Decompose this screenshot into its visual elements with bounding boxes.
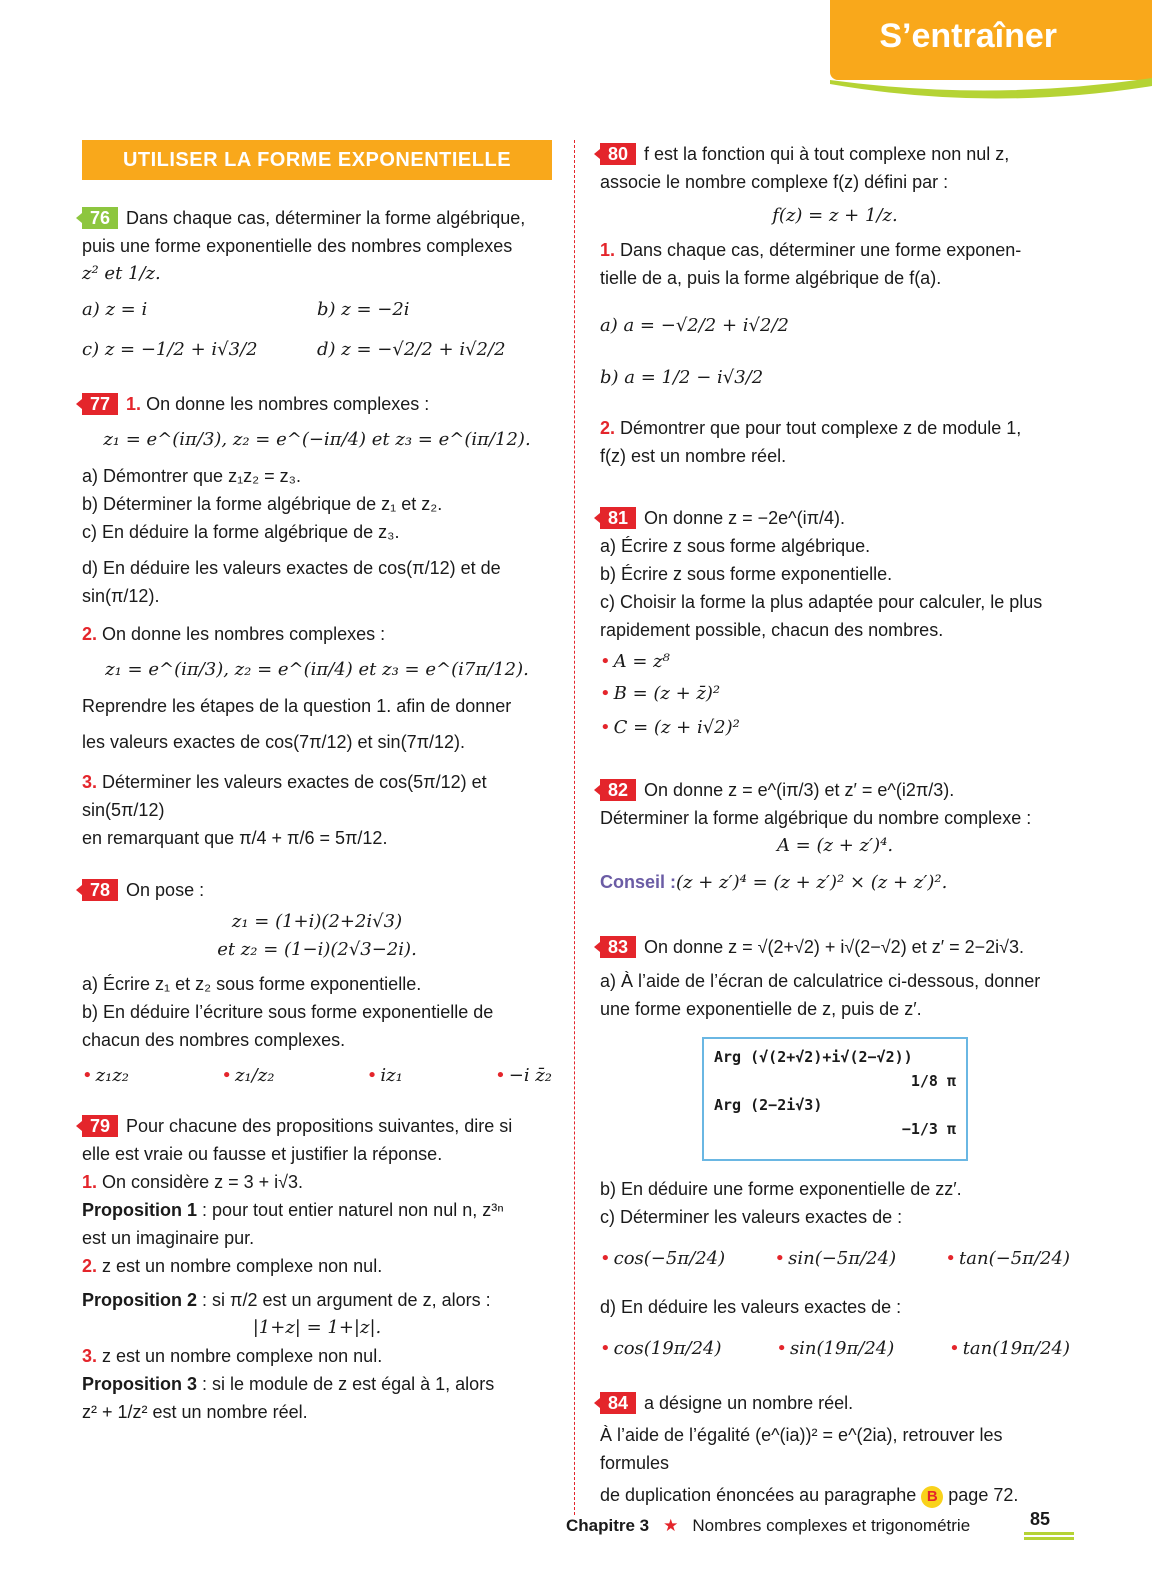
tip-formula: (z + z′)⁴ = (z + z′)² × (z + z′)².	[676, 872, 948, 893]
tip-label: Conseil :	[600, 872, 677, 892]
exercise-number: 82	[600, 779, 636, 801]
column-divider	[574, 140, 575, 1515]
item-b: b) En déduire l’écriture sous forme exponentielle de	[82, 1002, 494, 1022]
exercise-83	[600, 933, 1070, 1363]
exercise-number: 78	[82, 879, 118, 901]
question-number: 2.	[82, 624, 98, 644]
text: : si π/2 est un argument de z, alors :	[202, 1290, 491, 1310]
item-d: d) En déduire les valeurs exactes de :	[600, 1297, 902, 1317]
item-c: c) En déduire la forme algébrique de z₃.	[82, 522, 400, 542]
formula: et z₂ = (1−i)(2√3−2i).	[217, 939, 417, 960]
text: : pour tout entier naturel non nul n, z³ⁿ	[202, 1200, 504, 1220]
header-title: S’entraîner	[879, 17, 1057, 55]
text: À l’aide de l’égalité (e^(ia))² = e^(2ia), retrouver les formules	[600, 1425, 1003, 1473]
exercise-number: 81	[600, 507, 636, 529]
footer-chapter: Chapitre 3	[566, 1516, 650, 1535]
bullet-item: • iz₁	[366, 1065, 403, 1086]
item-a: a) z = i	[82, 299, 148, 320]
item-b: b) Écrire z sous forme exponentielle.	[600, 564, 893, 584]
header-tab	[830, 0, 1152, 80]
item-b-cont: chacun des nombres complexes.	[82, 1030, 346, 1050]
text: Pour chacune des propositions suivantes, dire si	[126, 1116, 513, 1136]
exercise-84	[600, 1389, 1070, 1509]
bullet-item: • tan(19π/24)	[949, 1338, 1070, 1359]
text: On considère z = 3 + i√3.	[102, 1172, 304, 1192]
right-column	[600, 140, 1070, 1525]
bullet-item: • B = (z + z̄)²	[600, 683, 721, 704]
text: f(z) est un nombre réel.	[600, 446, 787, 466]
text: On donne z = −2e^(iπ/4).	[644, 508, 846, 528]
page-number: 85	[1030, 1509, 1051, 1529]
text: On donne z = √(2+√2) + i√(2−√2) et z′ = 2−2i√3.	[644, 937, 1025, 957]
item-b: b) Déterminer la forme algébrique de z₁ et z₂.	[82, 494, 443, 514]
item-d: d) z = −√2/2 + i√2/2	[317, 339, 506, 360]
text: On donne les nombres complexes :	[146, 394, 430, 414]
text: en remarquant que π/4 + π/6 = 5π/12.	[82, 828, 388, 848]
paragraph-badge[interactable]: B	[921, 1486, 943, 1508]
exercise-76	[82, 204, 552, 364]
section-title: UTILISER LA FORME EXPONENTIELLE	[82, 140, 552, 180]
text: Démontrer que pour tout complexe z de module 1,	[620, 418, 1022, 438]
exercise-80: 80 f est la fonction qui à tout complexe non nul z, associe le nombre complexe f(z) défini par : f(z) = z + 1/z. 1. Dans chaque cas, déterminer une forme exponen- tielle de a, puis la forme algébrique de f(a). a) a = −√2/2 + i√2/2 b) a = 1/2 − i√3/2 2. Démontrer que pour tout complexe z de module 1, f(z) est un nombre réel.	[600, 140, 1070, 470]
exercise-81	[600, 504, 1070, 742]
item-c-cont: rapidement possible, chacun des nombres.	[600, 620, 944, 640]
exercise-number: 83	[600, 936, 636, 958]
text: de duplication énoncées au paragraphe	[600, 1485, 917, 1505]
exercise-number: 76	[82, 207, 118, 229]
formula: |1+z| = 1+|z|.	[252, 1317, 382, 1338]
item-b: b) En déduire une forme exponentielle de zz′.	[600, 1179, 962, 1199]
exercise-77	[82, 390, 552, 852]
item-d-cont: sin(π/12).	[82, 586, 160, 606]
text: On pose :	[126, 880, 205, 900]
text: Dans chaque cas, déterminer la forme algébrique,	[126, 208, 526, 228]
text: z est un nombre complexe non nul.	[102, 1346, 383, 1366]
item-c: c) Choisir la forme la plus adaptée pour calculer, le plus	[600, 592, 1043, 612]
star-icon: ★	[663, 1516, 679, 1535]
text: associe le nombre complexe f(z) défini par :	[600, 172, 949, 192]
bullet-item: • z₁/z₂	[221, 1065, 275, 1086]
item-a: a) Écrire z sous forme algébrique.	[600, 536, 871, 556]
green-swoosh	[830, 72, 1152, 106]
text: elle est vraie ou fausse et justifier la réponse.	[82, 1144, 443, 1164]
question-number: 1.	[126, 394, 142, 414]
formula: A = (z + z′)⁴.	[776, 835, 894, 856]
item-b: b) a = 1/2 − i√3/2	[600, 367, 764, 388]
formula: z₁ = (1+i)(2+2i√3)	[231, 911, 403, 932]
page-bar-decoration	[1024, 1532, 1074, 1540]
text: page 72.	[948, 1485, 1019, 1505]
bullet-item: • C = (z + i√2)²	[600, 717, 740, 738]
text: Reprendre les étapes de la question 1. afin de donner	[82, 696, 512, 716]
calc-line: Arg (2−2i√3)	[714, 1096, 823, 1114]
bullet-item: • sin(−5π/24)	[774, 1248, 897, 1269]
item-d: d) En déduire les valeurs exactes de cos(π/12) et de	[82, 558, 501, 578]
exercise-78	[82, 876, 552, 1090]
bullet-item: • −i z̄₂	[495, 1065, 552, 1086]
calculator-screen	[702, 1037, 968, 1161]
text: Déterminer la forme algébrique du nombre complexe :	[600, 808, 1032, 828]
formula: z₁ = e^(iπ/3), z₂ = e^(iπ/4) et z₃ = e^(i7π/12).	[105, 659, 529, 680]
exercise-number: 79	[82, 1115, 118, 1137]
text: les valeurs exactes de cos(7π/12) et sin(7π/12).	[82, 732, 466, 752]
text: Déterminer les valeurs exactes de cos(5π/12) et sin(5π/12)	[82, 772, 487, 820]
text: puis une forme exponentielle des nombres complexes	[82, 236, 513, 256]
footer	[566, 1512, 970, 1540]
item-a: a) Écrire z₁ et z₂ sous forme exponentielle.	[82, 974, 422, 994]
exercise-79: 79 Pour chacune des propositions suivantes, dire si elle est vraie ou fausse et justifier la réponse. 1. On considère z = 3 + i√3. Proposition 1 : pour tout entier naturel non nul n, z³ⁿ est un imaginaire pur. 2. z est un nombre complexe non nul. Proposition 2 : si π/2 est un argument de z, alors : |1+z| = 1+|z|. 3. z est un nombre complexe non nul. Proposition 3 : si le module de z est égal à 1, alors z² + 1/z² est un nombre réel.	[82, 1112, 552, 1426]
item-c: c) Déterminer les valeurs exactes de :	[600, 1207, 903, 1227]
item-a: a) À l’aide de l’écran de calculatrice ci-dessous, donner	[600, 971, 1041, 991]
item-a: a) Démontrer que z₁z₂ = z₃.	[82, 466, 301, 486]
formula: z₁ = e^(iπ/3), z₂ = e^(−iπ/4) et z₃ = e^(iπ/12).	[103, 429, 531, 450]
exercise-number: 77	[82, 393, 118, 415]
bullet-item: • sin(19π/24)	[776, 1338, 895, 1359]
exercise-number: 80	[600, 143, 636, 165]
item-a-cont: une forme exponentielle de z, puis de z′.	[600, 999, 922, 1019]
item-b: b) z = −2i	[317, 299, 410, 320]
item-a: a) a = −√2/2 + i√2/2	[600, 315, 789, 336]
item-c: c) z = −1/2 + i√3/2	[82, 339, 258, 360]
text: est un imaginaire pur.	[82, 1228, 255, 1248]
formula: z² et 1/z.	[82, 263, 161, 284]
bullet-item: • z₁z₂	[82, 1065, 130, 1086]
text: a désigne un nombre réel.	[644, 1393, 854, 1413]
text: On donne les nombres complexes :	[102, 624, 386, 644]
exercise-82	[600, 776, 1070, 897]
text: z² + 1/z² est un nombre réel.	[82, 1402, 308, 1422]
calc-result: 1/8 π	[910, 1072, 956, 1090]
text: Dans chaque cas, déterminer une forme exponen-	[620, 240, 1022, 260]
text: : si le module de z est égal à 1, alors	[202, 1374, 495, 1394]
bullet-item: • A = z⁸	[600, 651, 670, 672]
bullet-item: • tan(−5π/24)	[945, 1248, 1070, 1269]
formula: f(z) = z + 1/z.	[772, 205, 898, 226]
text: f est la fonction qui à tout complexe non nul z,	[644, 144, 1010, 164]
footer-title: Nombres complexes et trigonométrie	[692, 1516, 971, 1535]
left-column	[82, 140, 552, 1442]
bullet-item: • cos(−5π/24)	[600, 1248, 726, 1269]
text: tielle de a, puis la forme algébrique de f(a).	[600, 268, 942, 288]
bullet-item: • cos(19π/24)	[600, 1338, 722, 1359]
text: On donne z = e^(iπ/3) et z′ = e^(i2π/3).	[644, 780, 955, 800]
calc-line: Arg (√(2+√2)+i√(2−√2))	[714, 1048, 913, 1066]
calc-result: −1/3 π	[901, 1120, 956, 1138]
exercise-number: 84	[600, 1392, 636, 1414]
question-number: 3.	[82, 772, 98, 792]
text: z est un nombre complexe non nul.	[102, 1256, 383, 1276]
